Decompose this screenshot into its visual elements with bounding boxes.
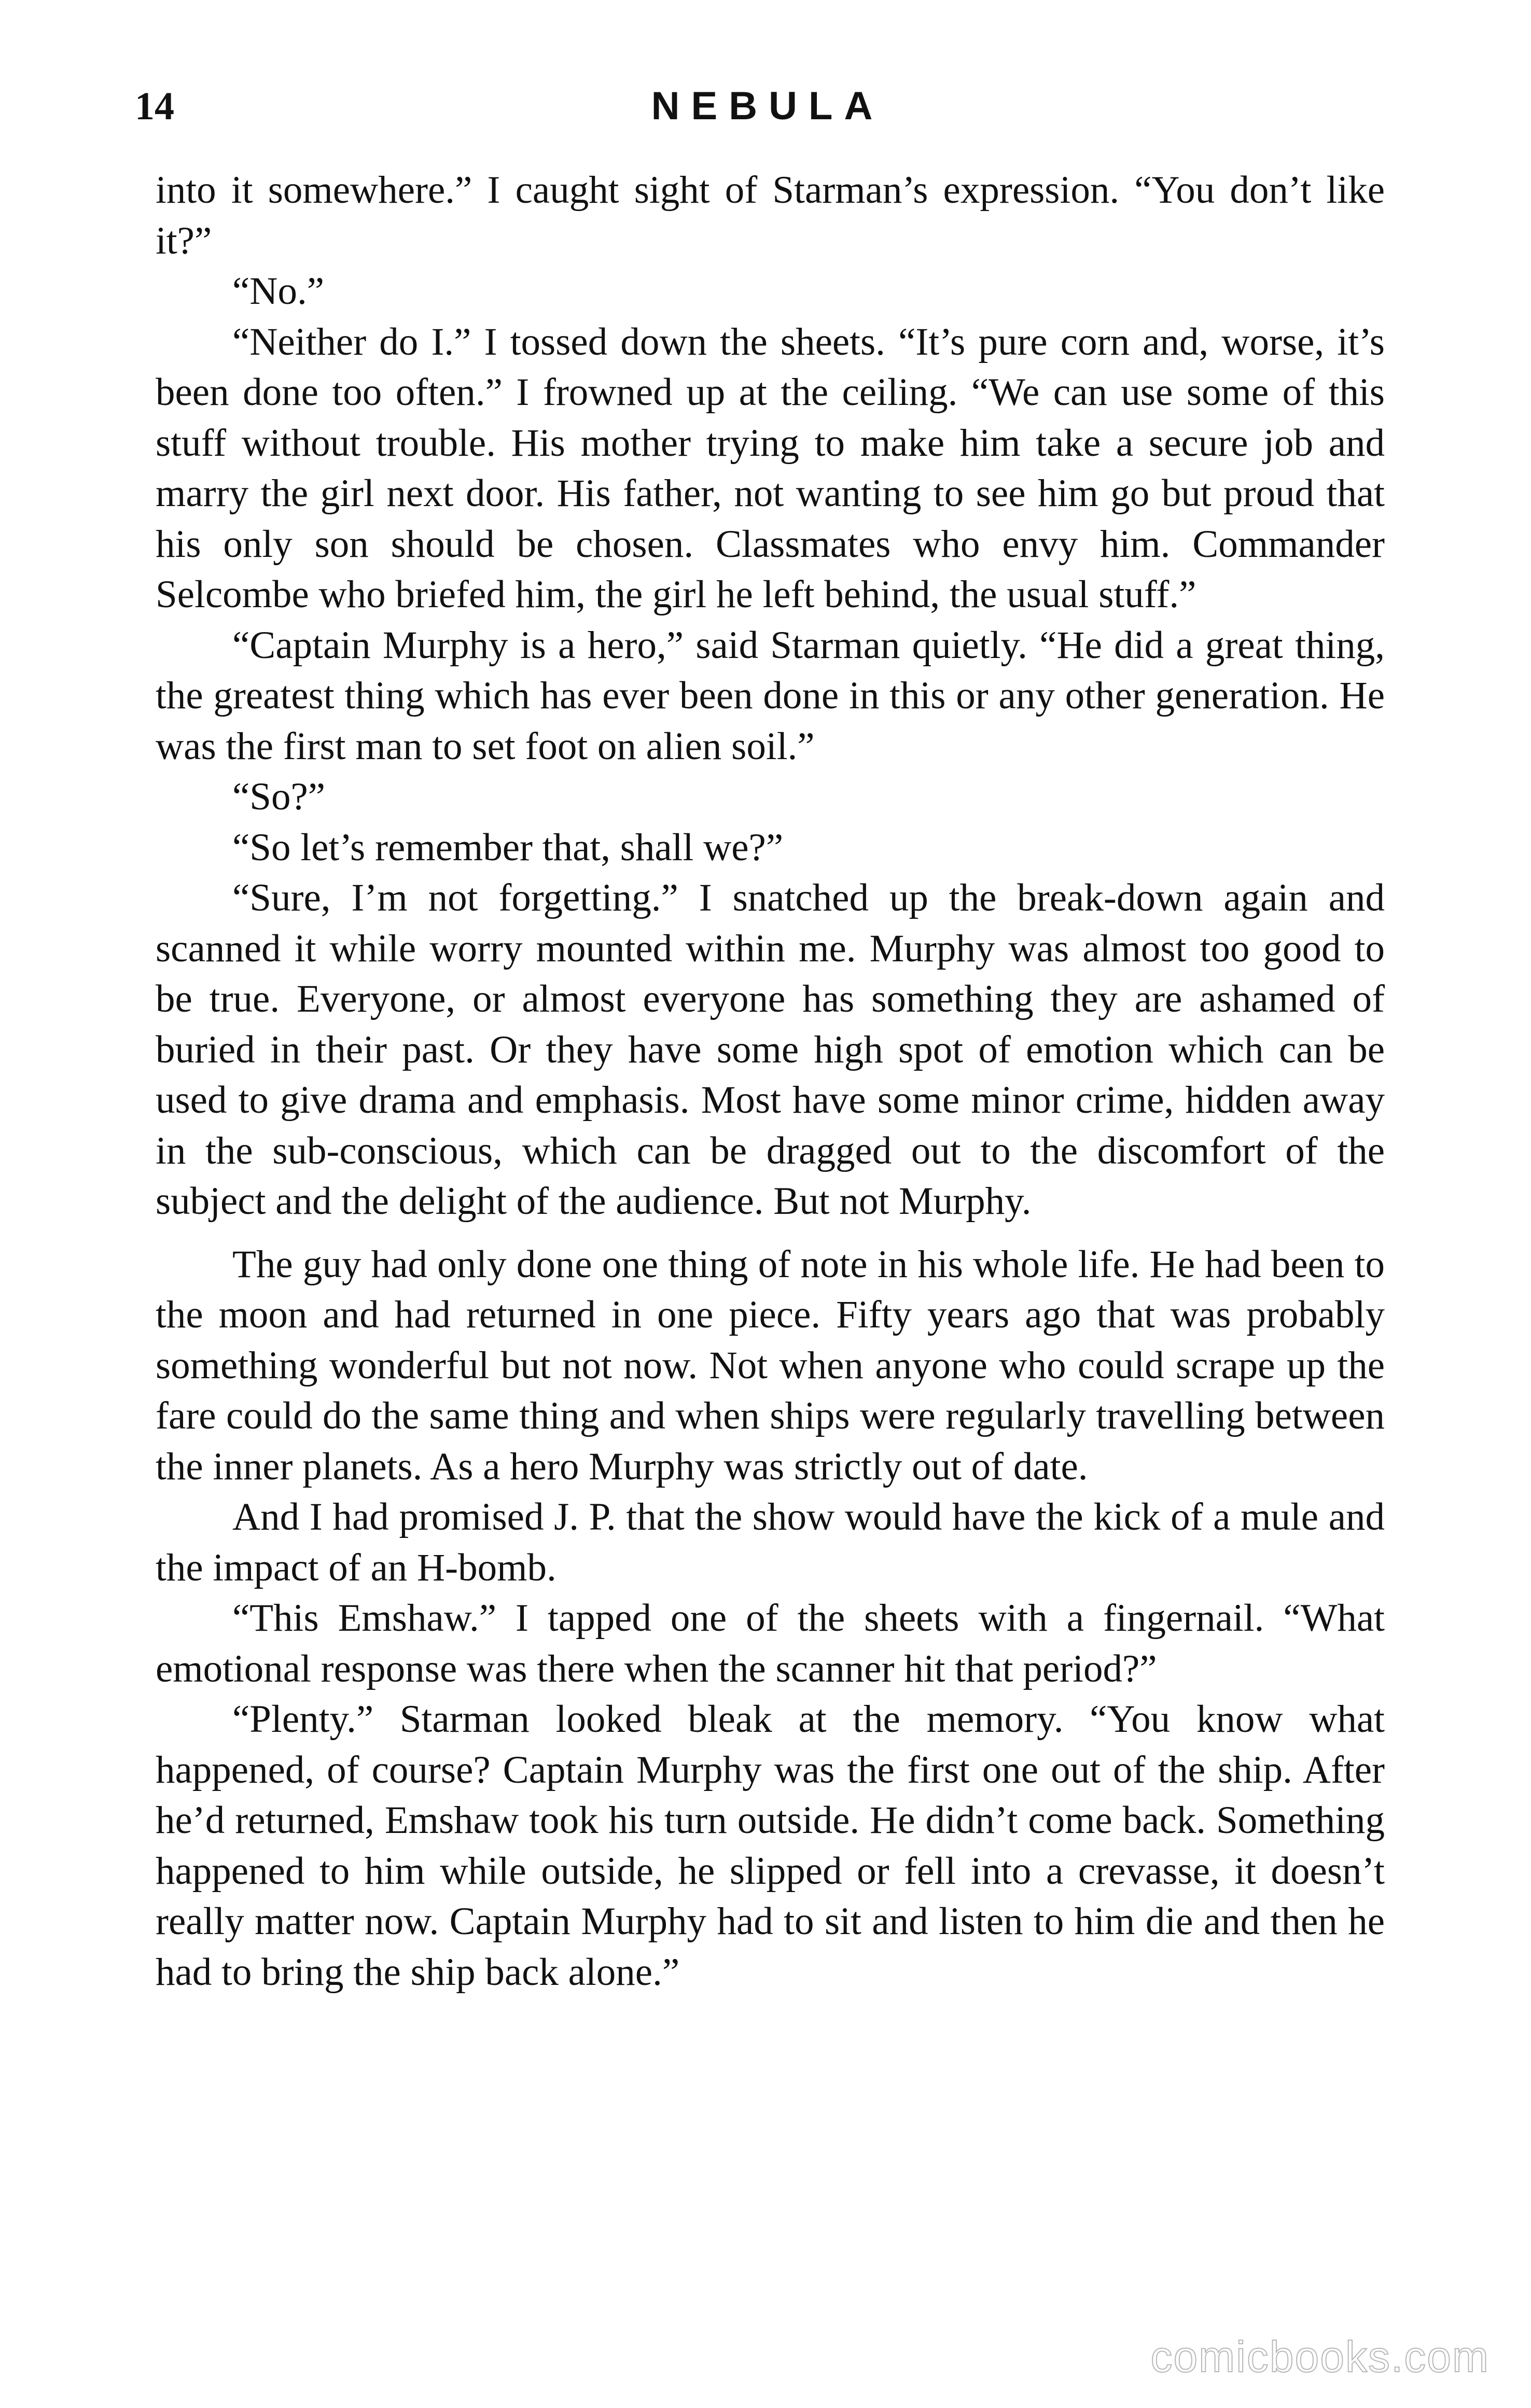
paragraph-5: “So?” [232,775,326,818]
paragraph-1: into it somewhere.” I caught sight of Starman’s expression. “You don’t like it?” [156,169,1385,262]
paragraph-8: The guy had only done one thing of note in his whole life. He had been to the moon and had returned in one piece. Fifty years ago that was probably something wonderful but not now. Not when anyone who could scrape up the fare could do the same thing and when ships were regularly travelling between the inner planets. As a hero Murphy was strictly out of date. [156,1242,1385,1488]
running-head: NEBULA [651,84,884,128]
paragraph-6: “So let’s remember that, shall we?” [232,825,784,869]
paragraph-11: “Plenty.” Starman looked bleak at the memory. “You know what happened, of course? Captain Murphy was the first one out of the ship. After he’d returned, Emshaw took his turn outside. He didn’t come back. Something happened to him while outside, he slipped or fell into a crevasse, it doesn’t really matter now. Captain Murphy had to sit and listen to him die and then he had to bring the ship back alone.” [156,1698,1385,1994]
body-text [156,165,1385,1997]
paragraph-10: “This Emshaw.” I tapped one of the sheets with a fingernail. “What emotional response was there when the scanner hit that period?” [156,1597,1385,1690]
paragraph-7: “Sure, I’m not forgetting.” I snatched up the break-down again and scanned it while worry mounted within me. Murphy was almost too good to be true. Everyone, or almost everyone has something they are ashamed of buried in their past. Or they have some high spot of emotion which can be used to give drama and emphasis. Most have some minor crime, hidden away in the sub-conscious, which can be dragged out to the discomfort of the subject and the delight of the audience. But not Murphy. [156,876,1385,1223]
page-header [135,78,1400,135]
paragraph-9: And I had promised J. P. that the show would have the kick of a mule and the impact of an H-bomb. [156,1495,1385,1589]
page-number: 14 [135,85,174,128]
watermark: comicbooks.com [1150,2332,1490,2381]
paragraph-3: “Neither do I.” I tossed down the sheets. “It’s pure corn and, worse, it’s been done too often.” I frowned up at the ceiling. “We can use some of this stuff without trouble. His mother trying to make him take a secure job and marry the girl next door. His father, not wanting to see him go but proud that his only son should be chosen. Classmates who envy him. Commander Selcombe who briefed him, the girl he left behind, the usual stuff.” [156,320,1385,616]
paragraph-4: “Captain Murphy is a hero,” said Starman quietly. “He did a great thing, the greatest thing which has ever been done in this or any other generation. He was the first man to set foot on alien soil.” [156,623,1385,768]
paragraph-2: “No.” [232,270,324,313]
